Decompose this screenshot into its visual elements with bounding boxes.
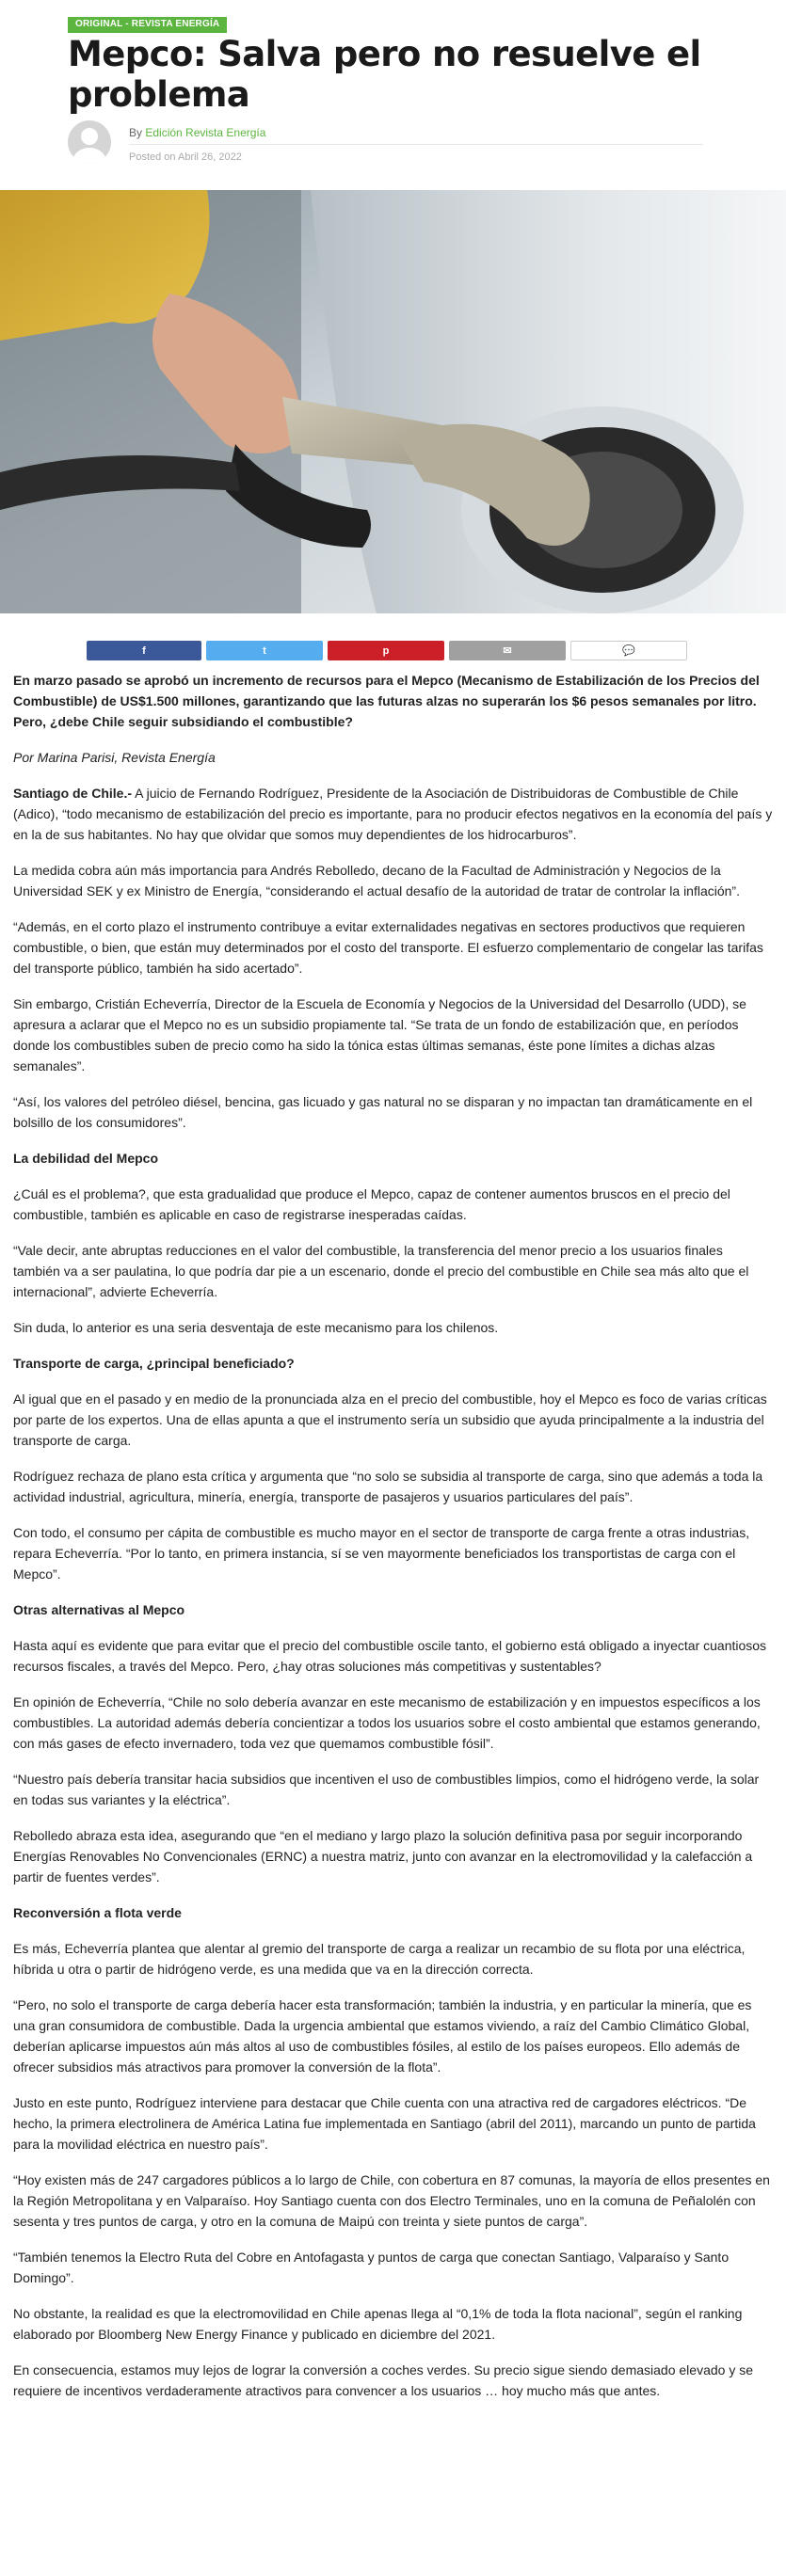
page-title: Mepco: Salva pero no resuelve el problema — [68, 34, 701, 115]
paragraph: En consecuencia, estamos muy lejos de lograr la conversión a coches verdes. Su precio sigue siendo demasiado elevado y se requiere de incentivos verdaderamente atractivos para convencer a los usuarios … hoy mucho más que antes. — [13, 2362, 753, 2398]
paragraph: Hasta aquí es evidente que para evitar que el precio del combustible oscile tanto, el gobierno está obligado a inyectar cuantiosos recursos fiscales, a través del Mepco. Pero, ¿hay otras soluciones más competitivas y sustentables? — [13, 1638, 767, 1674]
post-date: Posted on Abril 26, 2022 — [129, 151, 242, 163]
paragraph: En opinión de Echeverría, “Chile no solo debería avanzar en este mecanismo de estabilización y en impuestos específicos a los combustibles. La autoridad además debería concientizar a todos los usuarios sobre el costo ambiental que estamos generando, con más gases de efecto invernadero, toda vez que quemamos combustible fósil”. — [13, 1694, 761, 1751]
author-avatar[interactable] — [68, 120, 111, 164]
hero-image — [0, 190, 786, 613]
paragraph: Justo en este punto, Rodríguez interviene para destacar que Chile cuenta con una atractiva red de cargadores eléctricos. “De hecho, la primera electrolinera de América Latina fue implementada en Santiago (abril del 2011), marcando un punto de partida para la movilidad eléctrica en nuestro país”. — [13, 2095, 756, 2152]
paragraph: Sin embargo, Cristián Echeverría, Director de la Escuela de Economía y Negocios de la Universidad del Desarrollo (UDD), se apresura a aclarar que el Mepco no es un subsidio propiamente tal. “Se trata de un fondo de estabilización que, en períodos donde los combustibles suben de precio como ha sido la tónica estas últimas semanas, éste pone límites a dichas alzas semanales”. — [13, 996, 746, 1073]
email-icon: ✉ — [503, 645, 512, 657]
facebook-share-button[interactable] — [87, 641, 201, 660]
paragraph: Sin duda, lo anterior es una seria desventaja de este mecanismo para los chilenos. — [13, 1320, 499, 1335]
paragraph: “También tenemos la Electro Ruta del Cobre en Antofagasta y puntos de carga que conectan Santiago, Valparaíso y Santo Domingo”. — [13, 2250, 730, 2285]
twitter-icon: t — [263, 644, 266, 657]
paragraph: “Hoy existen más de 247 cargadores públicos a lo largo de Chile, con cobertura en 87 comunas, la mayoría de ellos presentes en la Región Metropolitana y en Valparaíso. Hoy Santiago cuenta con dos Electro Terminales, uno en la comuna de Peñalolén con sesenta y tres puntos de carga, y otro en la comuna de Maipú con treinta y siete puntos de carga”. — [13, 2172, 770, 2229]
paragraph: “Nuestro país debería transitar hacia subsidios que incentiven el uso de combustibles limpios, como el hidrógeno verde, la solar en todas sus variantes y la eléctrica”. — [13, 1772, 760, 1807]
comment-button[interactable] — [570, 641, 687, 660]
avatar-body-shape — [72, 148, 106, 164]
facebook-icon: f — [142, 644, 146, 657]
category-badge[interactable]: ORIGINAL - REVISTA ENERGÍA — [68, 17, 227, 33]
section-heading: Transporte de carga, ¿principal beneficiado? — [13, 1356, 295, 1371]
paragraph: “Vale decir, ante abruptas reducciones en el valor del combustible, la transferencia del menor precio a los usuarios finales también va a ser paulatina, lo que podría dar pie a un escenario, donde el precio del combustible en Chile sea más alto que el internacional”, advierte Echeverría. — [13, 1243, 749, 1299]
article-body — [0, 670, 786, 2401]
section-heading: Otras alternativas al Mepco — [13, 1602, 185, 1617]
byline-divider — [129, 144, 703, 145]
pinterest-icon: p — [382, 644, 390, 657]
article-author-line: Por Marina Parisi, Revista Energía — [13, 750, 216, 765]
byline — [129, 126, 265, 139]
paragraph: Rodríguez rechaza de plano esta crítica y argumenta que “no solo se subsidia al transporte de carga, sino que además a toda la actividad industrial, agricultura, minería, energía, transporte de pasajeros y usuarios particulares del país”. — [13, 1469, 763, 1504]
paragraph: Rebolledo abraza esta idea, asegurando que “en el mediano y largo plazo la solución definitiva pasa por seguir incorporando Energías Renovables No Convencionales (ERNC) a nuestra matriz, junto con avanzar en la electromovilidad y la calefacción a partir de fuentes verdes”. — [13, 1828, 753, 1884]
paragraph — [13, 783, 773, 845]
avatar-head-shape — [81, 128, 98, 145]
email-share-button[interactable] — [449, 641, 566, 660]
paragraph: Es más, Echeverría plantea que alentar al gremio del transporte de carga a realizar un recambio de su flota por una eléctrica, híbrida u otra o partir de hidrógeno verde, es una medida que va en la dirección correcta. — [13, 1941, 746, 1977]
paragraph: No obstante, la realidad es que la electromovilidad en Chile apenas llega al “0,1% de toda la flota nacional”, según el ranking elaborado por Bloomberg New Energy Finance y publicado en diciembre del 2021. — [13, 2306, 743, 2342]
dateline: Santiago de Chile.- — [13, 786, 133, 801]
article-header — [0, 0, 786, 190]
comment-icon: 💬 — [622, 645, 635, 657]
paragraph: “Además, en el corto plazo el instrumento contribuye a evitar externalidades negativas en sectores productivos que requieren combustible, o bien, que están muy determinados por el costo del transporte. El esfuerzo complementario de congelar las tarifas del transporte público, también ha sido acertado”. — [13, 919, 763, 976]
paragraph: Al igual que en el pasado y en medio de la pronunciada alza en el precio del combustible, hoy el Mepco es foco de varias críticas por parte de los expertos. Una de ellas apunta a que el instrumento sería un subsidio que ayuda principalmente a la industria del transporte de carga. — [13, 1391, 767, 1448]
paragraph-text: A juicio de Fernando Rodríguez, Presidente de la Asociación de Distribuidoras de Combustible de Chile (Adico), “todo mecanismo de estabilización del precio es importante, para no producir efectos negativos en la economía del país y en la de sus habitantes. No hay que olvidar que somos muy dependientes de los hidrocarburos”. — [13, 786, 773, 842]
author-link[interactable]: Edición Revista Energía — [145, 126, 266, 139]
twitter-share-button[interactable] — [206, 641, 323, 660]
paragraph: La medida cobra aún más importancia para Andrés Rebolledo, decano de la Facultad de Administración y Negocios de la Universidad SEK y ex Ministro de Energía, “considerando el actual desafío de la autoridad de tratar de controlar la inflación”. — [13, 863, 740, 898]
byline-prefix: By — [129, 126, 143, 139]
paragraph: Con todo, el consumo per cápita de combustible es mucho mayor en el sector de transporte de carga frente a otras industrias, repara Echeverría. “Por lo tanto, en primera instancia, sí se ven mayormente beneficiados los transportistas de carga con el Mepco”. — [13, 1525, 750, 1582]
paragraph: ¿Cuál es el problema?, que esta gradualidad que produce el Mepco, capaz de contener aumentos bruscos en el precio del combustible, también es aplicable en caso de registrarse inesperadas caídas. — [13, 1186, 730, 1222]
section-heading: Reconversión a flota verde — [13, 1905, 182, 1920]
paragraph: “Así, los valores del petróleo diésel, bencina, gas licuado y gas natural no se disparan y no impactan tan dramáticamente en el bolsillo de los consumidores”. — [13, 1094, 753, 1130]
paragraph: “Pero, no solo el transporte de carga debería hacer esta transformación; también la industria, y en particular la minería, que es una gran consumidora de combustible. Dada la urgencia ambiental que estamos viviendo, a raíz del Cambio Climático Global, deberían aplicarse impuestos aún más altos al uso de combustibles fósiles, al estilo de los países europeos. Ello además de ofrecer subsidios más atractivos para promover la conversión de la flota”. — [13, 1997, 752, 2075]
fuel-nozzle-photo — [0, 190, 786, 613]
share-bar — [0, 613, 786, 670]
pinterest-share-button[interactable] — [328, 641, 444, 660]
section-heading: La debilidad del Mepco — [13, 1151, 159, 1166]
article-lead: En marzo pasado se aprobó un incremento de recursos para el Mepco (Mecanismo de Estabilización de los Precios del Combustible) de US$1.500 millones, garantizando que las futuras alzas no superarán los $6 pesos semanales por litro. Pero, ¿debe Chile seguir subsidiando el combustible? — [13, 673, 760, 729]
